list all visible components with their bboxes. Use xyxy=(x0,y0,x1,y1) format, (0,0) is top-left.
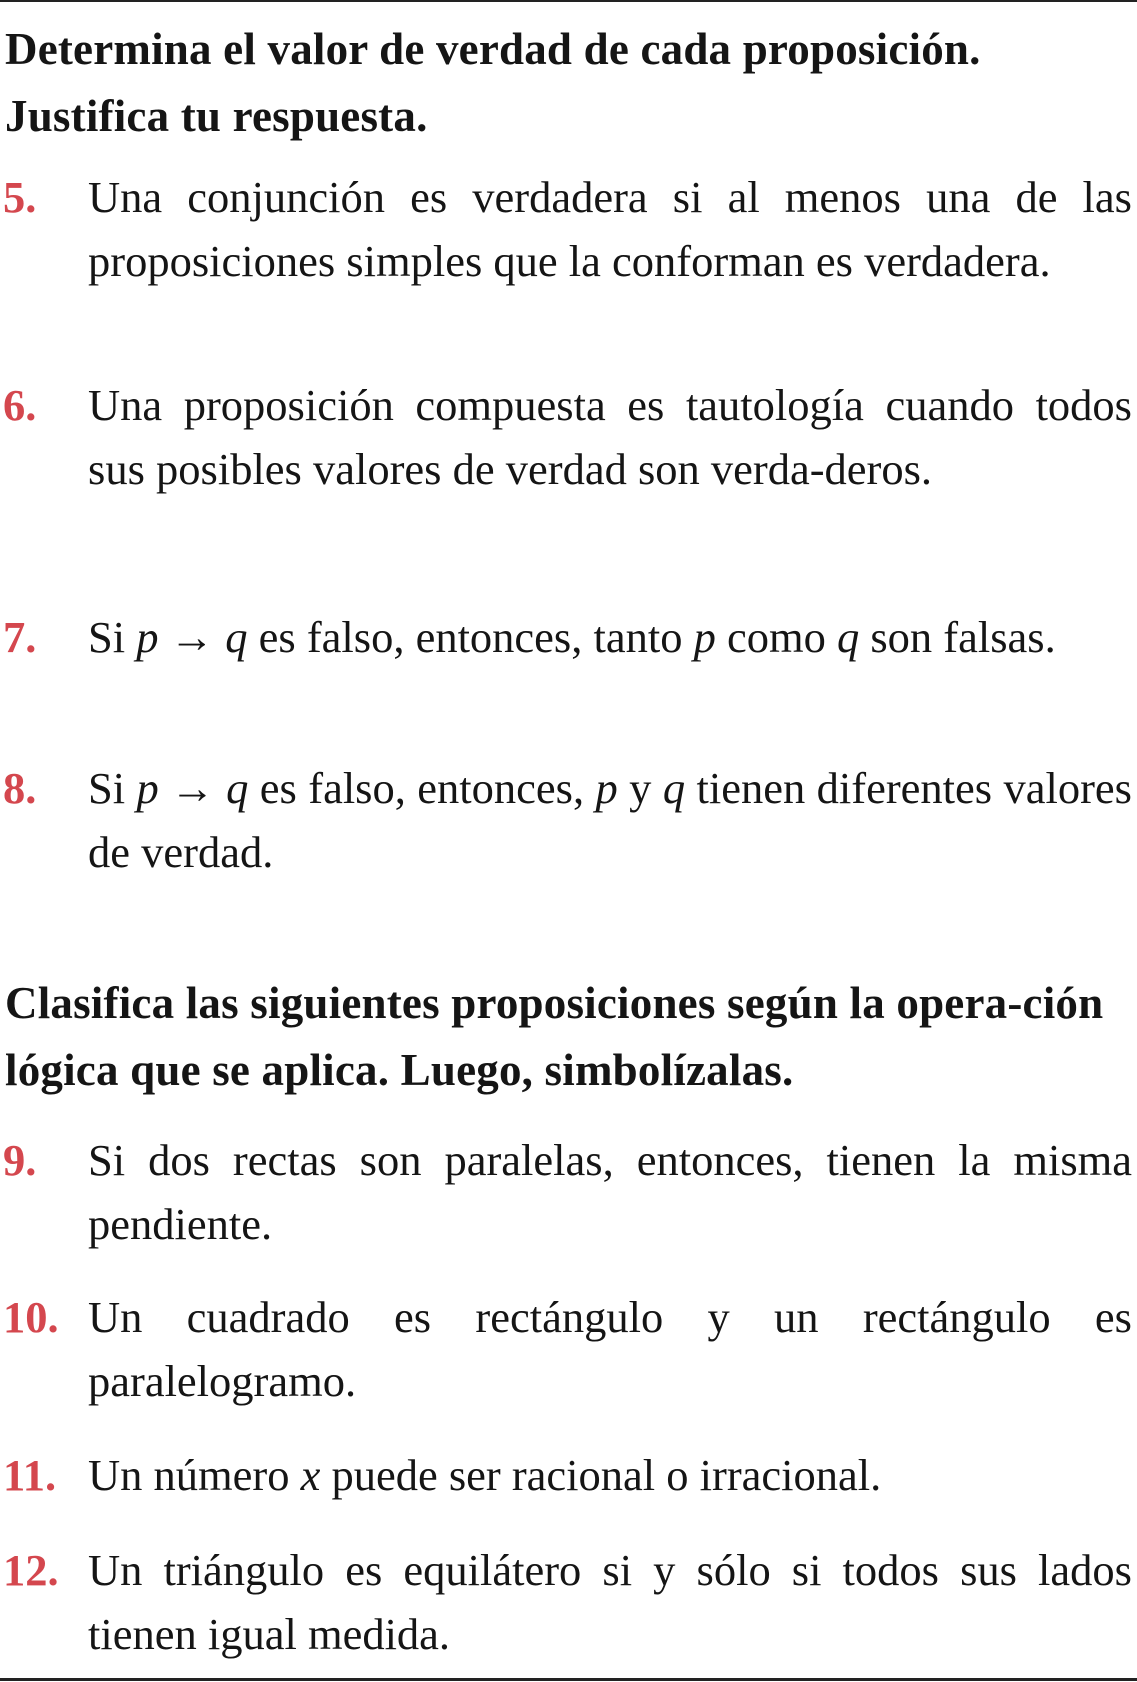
instruction-truth-value: Determina el valor de verdad de cada proposición. Justifica tu respuesta. xyxy=(5,24,981,141)
text-segment: Un triángulo es equilátero si y sólo si todos sus lados tienen igual medida. xyxy=(88,1545,1132,1659)
exercise-11 xyxy=(0,1443,1132,1507)
exercise-text xyxy=(88,605,1132,669)
math-variable: q xyxy=(225,612,248,662)
text-segment: → xyxy=(158,763,227,813)
exercise-number: 11. xyxy=(3,1450,57,1500)
text-segment: es falso, entonces, tanto xyxy=(247,612,694,662)
exercise-number: 6. xyxy=(3,380,37,430)
bottom-rule xyxy=(0,1678,1137,1681)
math-variable: q xyxy=(836,612,860,662)
exercise-6 xyxy=(0,373,1132,501)
text-segment: Si xyxy=(88,612,137,662)
exercise-text xyxy=(88,1538,1132,1666)
exercise-text xyxy=(88,165,1132,293)
top-rule xyxy=(0,0,1137,2)
exercise-text xyxy=(88,756,1132,884)
exercise-number: 9. xyxy=(3,1135,37,1185)
text-segment: Si dos rectas son paralelas, entonces, tienen la misma pendiente. xyxy=(88,1135,1132,1249)
math-variable: q xyxy=(226,763,249,813)
exercise-number: 10. xyxy=(3,1292,59,1342)
text-segment: → xyxy=(158,612,226,662)
exercise-number: 7. xyxy=(3,612,37,662)
text-segment: Un número xyxy=(88,1450,301,1500)
text-segment: son falsas. xyxy=(859,612,1056,662)
text-segment: es falso, entonces, xyxy=(248,763,596,813)
text-segment: puede ser racional o irracional. xyxy=(320,1450,882,1500)
exercise-number: 5. xyxy=(3,172,37,222)
math-variable: p xyxy=(136,612,159,662)
math-variable: p xyxy=(136,763,159,813)
exercise-10 xyxy=(0,1285,1132,1413)
exercise-text xyxy=(88,1285,1132,1413)
exercise-8 xyxy=(0,756,1132,884)
exercise-5 xyxy=(0,165,1132,293)
text-segment: Un cuadrado es rectángulo y un rectángulo es paralelogramo. xyxy=(88,1292,1132,1406)
exercise-number: 12. xyxy=(3,1545,59,1595)
text-segment: y xyxy=(617,763,663,813)
exercise-text xyxy=(88,1443,1132,1507)
exercise-7 xyxy=(0,605,1132,669)
exercise-9 xyxy=(0,1128,1132,1256)
math-variable: p xyxy=(693,612,716,662)
text-segment: tienen diferentes valores de verdad. xyxy=(88,763,1132,877)
math-variable: p xyxy=(595,763,618,813)
exercise-number: 8. xyxy=(3,763,37,813)
exercise-12 xyxy=(0,1538,1132,1666)
exercise-text xyxy=(88,1128,1132,1256)
text-segment: Una proposición compuesta es tautología cuando todos sus posibles valores de verdad son verda-deros. xyxy=(88,380,1132,494)
math-variable: x xyxy=(300,1450,321,1500)
text-segment: Si xyxy=(88,763,137,813)
math-variable: q xyxy=(662,763,686,813)
text-segment: Una conjunción es verdadera si al menos una de las proposiciones simples que la conforman es verdadera. xyxy=(88,172,1132,286)
instruction-classify: Clasifica las siguientes proposiciones según la opera-ción lógica que se aplica. Luego, simbolízalas. xyxy=(5,978,1104,1095)
exercise-text xyxy=(88,373,1132,501)
text-segment: como xyxy=(715,612,837,662)
